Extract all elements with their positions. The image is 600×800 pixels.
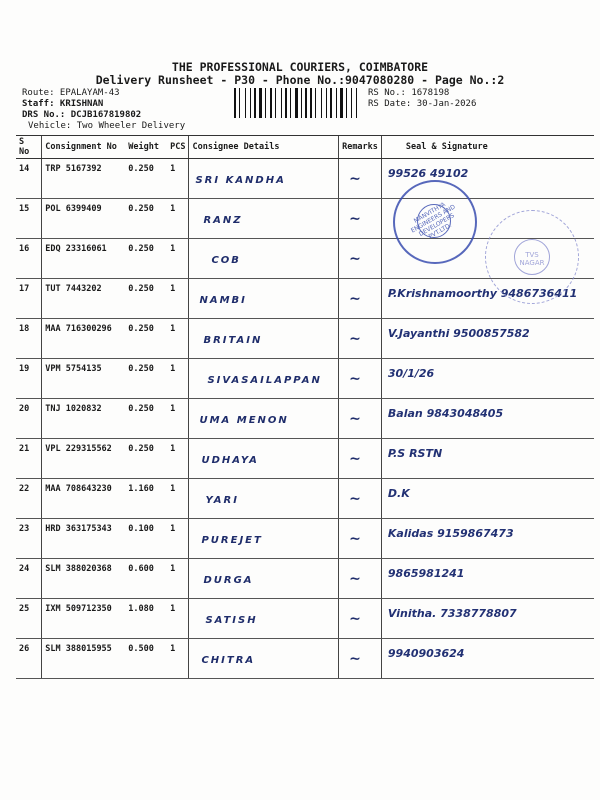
consignee-name: CHITRA (201, 655, 256, 666)
post-office-stamp (485, 210, 579, 304)
remarks-cell (339, 639, 382, 679)
table-row (16, 559, 594, 599)
weight-cell: 0.250 (125, 199, 167, 239)
tick-mark-icon: ∼ (349, 251, 361, 267)
table-row (16, 479, 594, 519)
consignment-cell: SLM 388015955 (42, 639, 125, 679)
signature-text: 99526 49102 (387, 167, 469, 180)
weight-cell: 0.250 (125, 239, 167, 279)
rs-info (368, 88, 476, 110)
consignee-cell (189, 559, 339, 599)
consignee-name: BRITAIN (203, 335, 263, 346)
signature-cell (381, 439, 594, 479)
pcs-cell: 1 (167, 159, 189, 199)
staff-line: Staff: KRISHNAN (22, 99, 104, 109)
signature-cell (381, 519, 594, 559)
tick-mark-icon: ∼ (349, 371, 361, 387)
pcs-cell: 1 (167, 239, 189, 279)
remarks-cell (339, 519, 382, 559)
pcs-cell: 1 (167, 319, 189, 359)
consignment-cell: MAA 716300296 (42, 319, 125, 359)
consignee-name: UMA MENON (199, 415, 289, 426)
company-title: THE PROFESSIONAL COURIERS, COIMBATORE (171, 60, 429, 74)
sno-cell: 14 (16, 159, 42, 199)
rs-date: RS Date: 30-Jan-2026 (368, 99, 477, 109)
stamp-text: TVS NAGAR (519, 251, 545, 267)
signature-text: P.Krishnamoorthy 9486736411 (387, 287, 578, 300)
barcode (234, 88, 364, 118)
drs-line: DRS No.: DCJB167819802 (22, 110, 142, 120)
remarks-cell (339, 199, 382, 239)
table-row (16, 399, 594, 439)
pcs-cell: 1 (167, 559, 189, 599)
table-row (16, 359, 594, 399)
consignee-name: SRI KANDHA (195, 175, 286, 186)
sno-cell: 26 (16, 639, 42, 679)
col-header: PCS (167, 136, 189, 159)
sno-cell: 23 (16, 519, 42, 559)
signature-cell (381, 399, 594, 439)
signature-text: V.Jayanthi 9500857582 (387, 327, 530, 340)
signature-text: Kalidas 9159867473 (387, 527, 514, 540)
signature-cell (381, 359, 594, 399)
pcs-cell: 1 (167, 439, 189, 479)
pcs-cell: 1 (167, 639, 189, 679)
seal-text: MANVITHYA ENGINEERS AND DEVELOPERS PVT.LTD. (409, 201, 457, 241)
route-line: Route: EPALAYAM-43 (22, 88, 120, 98)
signature-cell (381, 559, 594, 599)
weight-cell: 0.250 (125, 439, 167, 479)
consignment-cell: HRD 363175343 (42, 519, 125, 559)
signature-cell (381, 639, 594, 679)
consignee-cell (189, 439, 339, 479)
tick-mark-icon: ∼ (349, 491, 361, 507)
signature-cell (381, 599, 594, 639)
remarks-cell (339, 559, 382, 599)
sno-cell: 21 (16, 439, 42, 479)
tick-mark-icon: ∼ (349, 451, 361, 467)
pcs-cell: 1 (167, 279, 189, 319)
remarks-cell (339, 279, 382, 319)
consignee-cell (189, 279, 339, 319)
sno-cell: 22 (16, 479, 42, 519)
consignee-name: UDHAYA (201, 455, 259, 466)
signature-text: P.S RSTN (387, 447, 443, 460)
weight-cell: 0.250 (125, 279, 167, 319)
signature-text: 9940903624 (387, 647, 465, 660)
table-row (16, 639, 594, 679)
tick-mark-icon: ∼ (349, 611, 361, 627)
consignee-name: NAMBI (199, 295, 247, 306)
consignment-cell: VPL 229315562 (42, 439, 125, 479)
col-header: Seal & Signature (381, 136, 594, 159)
remarks-cell (339, 439, 382, 479)
tick-mark-icon: ∼ (349, 571, 361, 587)
tick-mark-icon: ∼ (349, 331, 361, 347)
consignee-name: YARI (205, 495, 239, 506)
weight-cell: 0.250 (125, 399, 167, 439)
vehicle-line: Vehicle: Two Wheeler Delivery (28, 121, 186, 131)
consignee-name: RANZ (203, 215, 243, 226)
remarks-cell (339, 479, 382, 519)
runsheet-subtitle: Delivery Runsheet - P30 - Phone No.:9047080280 - Page No.:2 (95, 73, 505, 87)
table-row (16, 319, 594, 359)
consignee-cell (189, 239, 339, 279)
consignment-cell: MAA 708643230 (42, 479, 125, 519)
consignee-cell (189, 359, 339, 399)
col-header: Remarks (339, 136, 382, 159)
signature-text: 9865981241 (387, 567, 465, 580)
consignment-cell: TUT 7443202 (42, 279, 125, 319)
consignee-name: PUREJET (201, 535, 263, 546)
table-header-row (16, 136, 594, 159)
consignee-name: SIVASAILAPPAN (207, 375, 322, 386)
sno-cell: 19 (16, 359, 42, 399)
consignment-cell: POL 6399409 (42, 199, 125, 239)
tick-mark-icon: ∼ (349, 291, 361, 307)
weight-cell: 1.160 (125, 479, 167, 519)
col-header: Consignee Details (189, 136, 339, 159)
consignment-cell: SLM 388020368 (42, 559, 125, 599)
weight-cell: 1.080 (125, 599, 167, 639)
sno-cell: 16 (16, 239, 42, 279)
consignee-cell (189, 639, 339, 679)
signature-text: Vinitha. 7338778807 (387, 607, 517, 620)
signature-cell (381, 479, 594, 519)
weight-cell: 0.500 (125, 639, 167, 679)
remarks-cell (339, 319, 382, 359)
table-row (16, 519, 594, 559)
col-header: Consignment No (42, 136, 125, 159)
table-row (16, 439, 594, 479)
pcs-cell: 1 (167, 599, 189, 639)
consignee-cell (189, 399, 339, 439)
consignee-cell (189, 479, 339, 519)
consignee-name: DURGA (203, 575, 254, 586)
sno-cell: 25 (16, 599, 42, 639)
consignment-cell: TNJ 1020832 (42, 399, 125, 439)
weight-cell: 0.100 (125, 519, 167, 559)
consignment-cell: TRP 5167392 (42, 159, 125, 199)
sno-cell: 18 (16, 319, 42, 359)
consignment-cell: IXM 509712350 (42, 599, 125, 639)
consignment-cell: EDQ 23316061 (42, 239, 125, 279)
signature-text: D.K (387, 487, 410, 500)
tick-mark-icon: ∼ (349, 211, 361, 227)
pcs-cell: 1 (167, 399, 189, 439)
route-info (22, 88, 185, 132)
col-header: Weight (125, 136, 167, 159)
weight-cell: 0.250 (125, 359, 167, 399)
rs-number: RS No.: 1678198 (368, 88, 450, 98)
sno-cell: 15 (16, 199, 42, 239)
tick-mark-icon: ∼ (349, 531, 361, 547)
signature-cell (381, 319, 594, 359)
remarks-cell (339, 599, 382, 639)
pcs-cell: 1 (167, 199, 189, 239)
consignee-cell (189, 159, 339, 199)
tick-mark-icon: ∼ (349, 651, 361, 667)
consignee-name: COB (211, 255, 241, 266)
consignment-cell: VPM 5754135 (42, 359, 125, 399)
company-seal (393, 180, 477, 264)
remarks-cell (339, 239, 382, 279)
pcs-cell: 1 (167, 479, 189, 519)
pcs-cell: 1 (167, 519, 189, 559)
remarks-cell (339, 359, 382, 399)
weight-cell: 0.250 (125, 159, 167, 199)
sno-cell: 24 (16, 559, 42, 599)
weight-cell: 0.600 (125, 559, 167, 599)
consignee-cell (189, 199, 339, 239)
remarks-cell (339, 159, 382, 199)
col-header: S No (16, 136, 42, 159)
signature-text: Balan 9843048405 (387, 407, 504, 420)
signature-text: 30/1/26 (387, 367, 435, 380)
consignee-cell (189, 519, 339, 559)
sno-cell: 20 (16, 399, 42, 439)
tick-mark-icon: ∼ (349, 171, 361, 187)
pcs-cell: 1 (167, 359, 189, 399)
consignee-cell (189, 319, 339, 359)
tick-mark-icon: ∼ (349, 411, 361, 427)
consignee-cell (189, 599, 339, 639)
sno-cell: 17 (16, 279, 42, 319)
weight-cell: 0.250 (125, 319, 167, 359)
table-row (16, 159, 594, 199)
remarks-cell (339, 399, 382, 439)
table-row (16, 599, 594, 639)
consignee-name: SATISH (205, 615, 258, 626)
